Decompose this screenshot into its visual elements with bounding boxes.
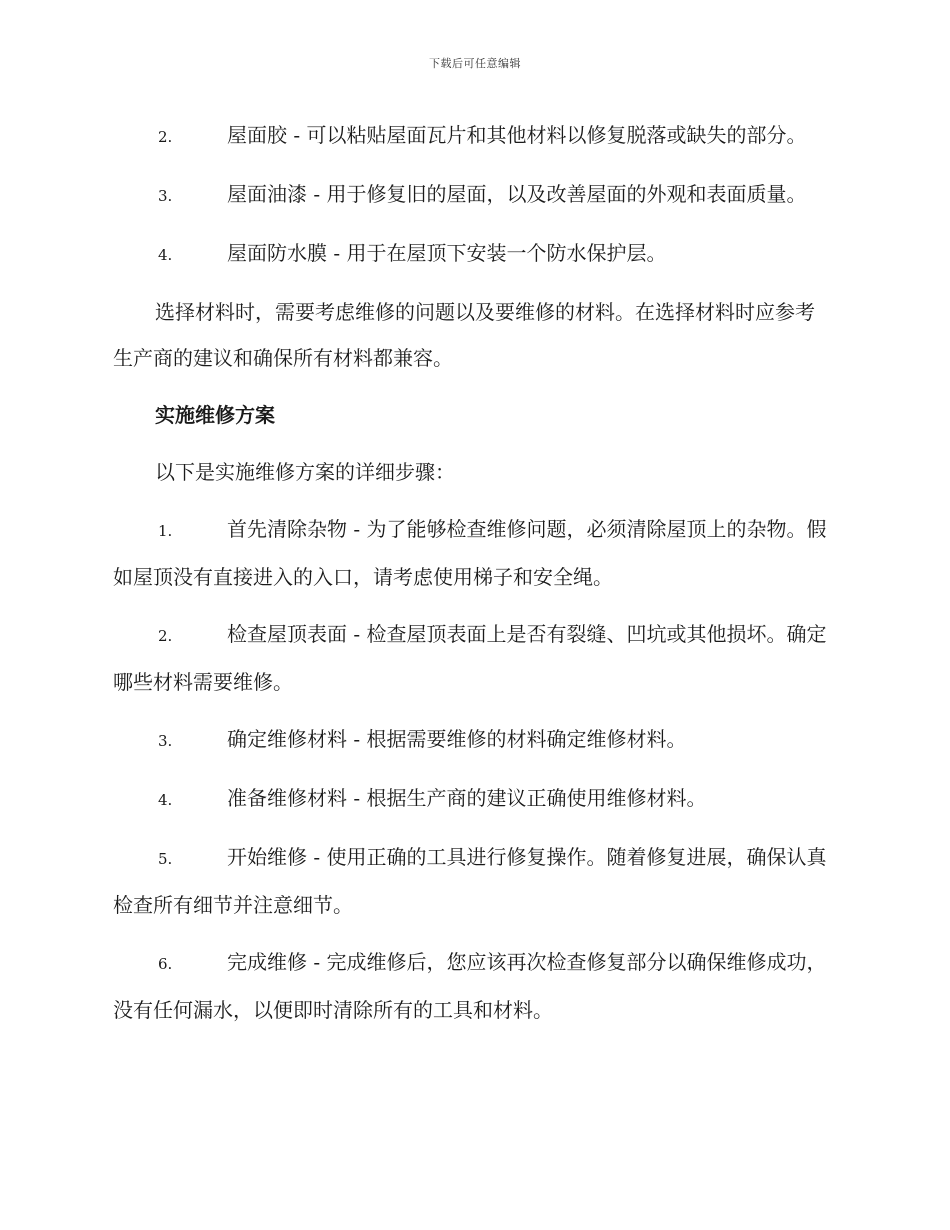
list-text: 首先清除杂物 - 为了能够检查维修问题，必须清除屋顶上的杂物。假如屋顶没有直接进入的入口，请考虑使用梯子和安全绳。 (113, 517, 827, 589)
list-number: 4. (158, 246, 173, 264)
list-text: 屋面油漆 - 用于修复旧的屋面，以及改善屋面的外观和表面质量。 (227, 182, 807, 206)
list-item (113, 716, 833, 764)
list-text: 开始维修 - 使用正确的工具进行修复操作。随着修复进展，确保认真检查所有细节并注意细节。 (113, 845, 827, 917)
list-item (113, 939, 833, 1033)
list-item (113, 775, 833, 823)
intro-paragraph: 以下是实施维修方案的详细步骤： (155, 460, 455, 484)
list-number: 6. (158, 955, 173, 973)
list-number: 5. (158, 850, 173, 868)
list-item (113, 834, 833, 928)
list-text: 屋面防水膜 - 用于在屋顶下安装一个防水保护层。 (227, 241, 667, 265)
list-number: 4. (158, 791, 173, 809)
body-paragraph: 选择材料时，需要考虑维修的问题以及要维修的材料。在选择材料时应参考生产商的建议和确保所有材料都兼容。 (113, 300, 815, 370)
list-text: 准备维修材料 - 根据生产商的建议正确使用维修材料。 (227, 786, 707, 810)
list-item (113, 611, 833, 705)
list-text: 检查屋顶表面 - 检查屋顶表面上是否有裂缝、凹坑或其他损坏。确定哪些材料需要维修。 (113, 622, 827, 694)
list-item (113, 171, 833, 219)
list-number: 3. (158, 732, 173, 750)
list-number: 2. (158, 627, 173, 645)
list-text: 完成维修 - 完成维修后，您应该再次检查修复部分以确保维修成功，没有任何漏水，以便即时清除所有的工具和材料。 (113, 950, 827, 1022)
list-text: 确定维修材料 - 根据需要维修的材料确定维修材料。 (227, 727, 687, 751)
list-number: 2. (158, 128, 173, 146)
list-item (113, 506, 833, 600)
list-item (113, 230, 833, 278)
document-body (113, 112, 833, 1044)
section-heading: 实施维修方案 (155, 403, 275, 427)
list-number: 3. (158, 187, 173, 205)
list-text: 屋面胶 - 可以粘贴屋面瓦片和其他材料以修复脱落或缺失的部分。 (227, 123, 807, 147)
page-header: 下载后可任意编辑 (429, 57, 521, 70)
list-item (113, 112, 833, 160)
list-number: 1. (158, 522, 173, 540)
